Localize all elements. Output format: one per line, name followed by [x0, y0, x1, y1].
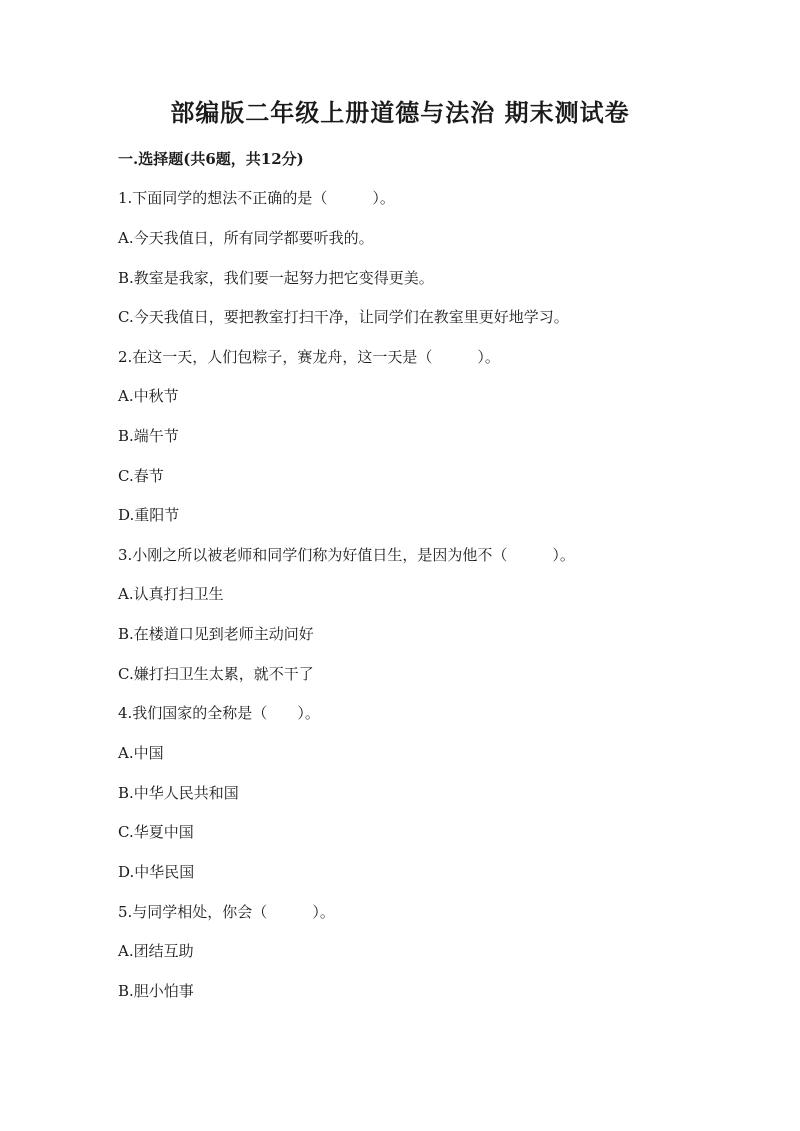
question-option: A.今天我值日，所有同学都要听我的。	[118, 229, 374, 247]
question-stem: 1.下面同学的想法不正确的是（ ）。	[118, 189, 395, 207]
question-option: D.重阳节	[118, 506, 180, 524]
question-option: A.团结互助	[118, 942, 194, 960]
question-option: A.中国	[118, 744, 164, 762]
question-stem: 3.小刚之所以被老师和同学们称为好值日生，是因为他不（ ）。	[118, 546, 575, 564]
question-option: A.认真打扫卫生	[118, 585, 224, 603]
question-option: A.中秋节	[118, 387, 179, 405]
question-option: B.教室是我家，我们要一起努力把它变得更美。	[118, 269, 434, 287]
question-option: C.嫌打扫卫生太累，就不干了	[118, 665, 314, 683]
exam-title: 部编版二年级上册道德与法治 期末测试卷	[170, 98, 630, 127]
question-stem: 4.我们国家的全称是（ ）。	[118, 704, 320, 722]
section-heading: 一.选择题(共6题，共12分)	[118, 150, 304, 168]
question-option: B.在楼道口见到老师主动问好	[118, 625, 314, 643]
question-option: B.中华人民共和国	[118, 784, 239, 802]
question-option: C.华夏中国	[118, 823, 194, 841]
question-option: B.胆小怕事	[118, 982, 194, 1000]
question-option: B.端午节	[118, 427, 179, 445]
question-option: C.春节	[118, 467, 164, 485]
question-stem: 2.在这一天，人们包粽子，赛龙舟，这一天是（ ）。	[118, 348, 500, 366]
question-option: C.今天我值日，要把教室打扫干净，让同学们在教室里更好地学习。	[118, 308, 569, 326]
question-stem: 5.与同学相处，你会（ ）。	[118, 903, 335, 921]
question-option: D.中华民国	[118, 863, 195, 881]
